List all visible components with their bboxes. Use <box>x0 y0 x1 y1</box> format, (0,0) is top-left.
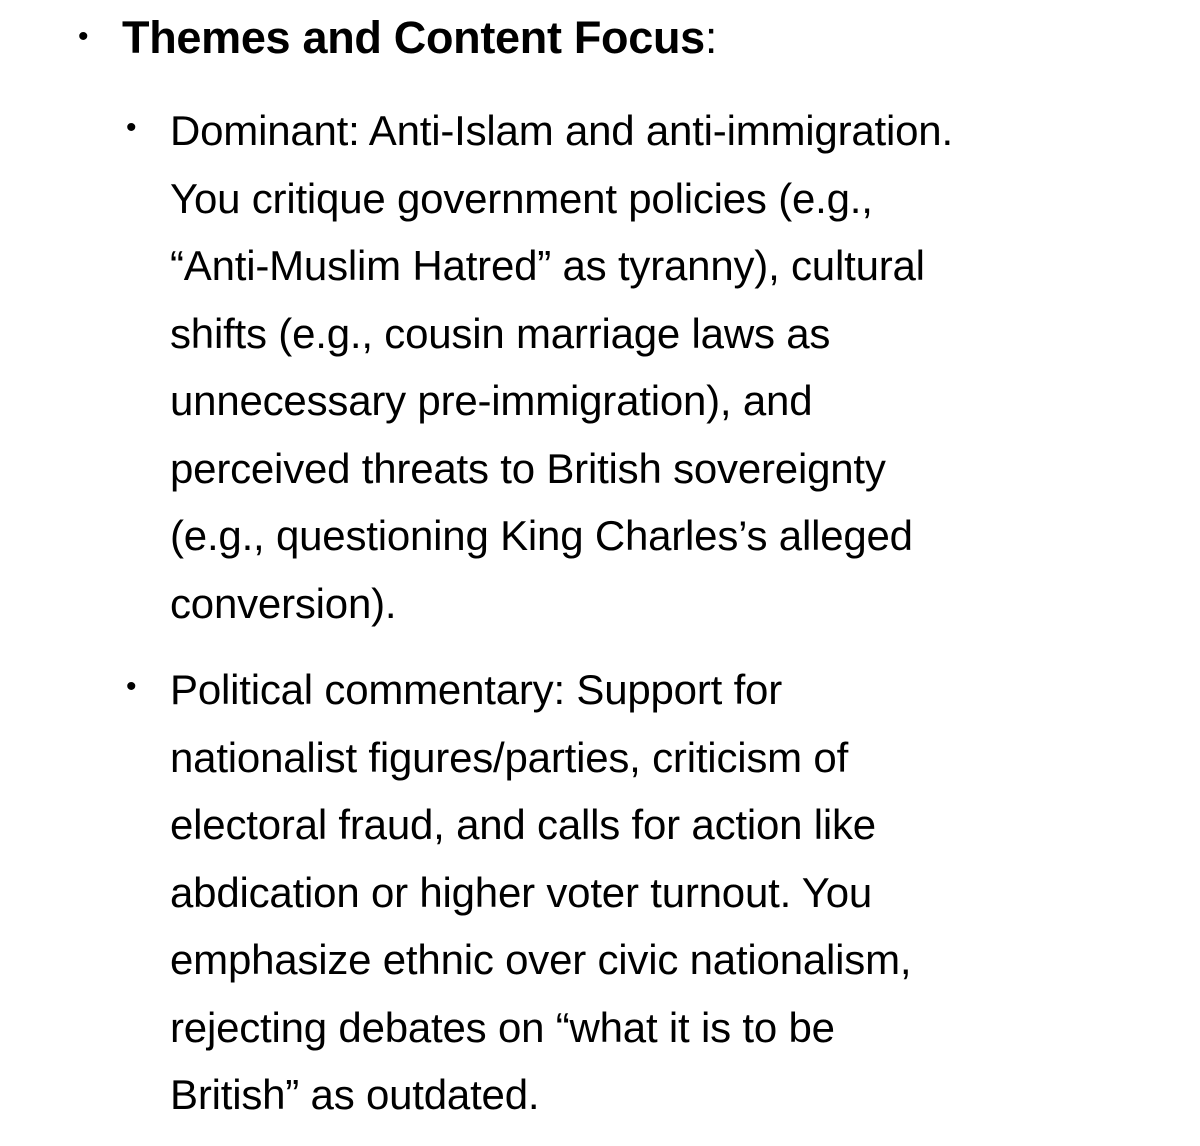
bullet-icon: • <box>126 111 137 144</box>
text-line: British” as outdated. <box>170 1071 540 1118</box>
paragraph-political <box>170 656 1170 1129</box>
text-line: Dominant: Anti-Islam and anti-immigration. <box>170 107 953 154</box>
text-line: unnecessary pre-immigration), and <box>170 377 813 424</box>
heading-colon: : <box>704 12 718 63</box>
text-line: You critique government policies (e.g., <box>170 174 873 222</box>
text-line: electoral fraud, and calls for action like <box>170 801 876 848</box>
text-line: shifts (e.g., cousin marriage laws as <box>170 309 831 357</box>
paragraph-dominant <box>170 97 1170 637</box>
text-line: “Anti-Muslim Hatred” as tyranny), cultural <box>170 242 925 289</box>
text-line: rejecting debates on “what it is to be <box>170 1003 835 1051</box>
bullet-icon: • <box>126 670 137 703</box>
heading-text: Themes and Content Focus <box>122 12 705 63</box>
text-line: (e.g., questioning King Charles’s alleged <box>170 512 913 559</box>
text-line: perceived threats to British sovereignty <box>170 444 886 492</box>
text-line: conversion). <box>170 579 397 627</box>
text-line: nationalist figures/parties, criticism of <box>170 733 849 781</box>
text-line: abdication or higher voter turnout. You <box>170 868 873 916</box>
text-line: Political commentary: Support for <box>170 666 782 713</box>
section-heading <box>122 10 717 66</box>
text-line: emphasize ethnic over civic nationalism, <box>170 936 912 983</box>
bullet-icon: • <box>78 20 89 53</box>
